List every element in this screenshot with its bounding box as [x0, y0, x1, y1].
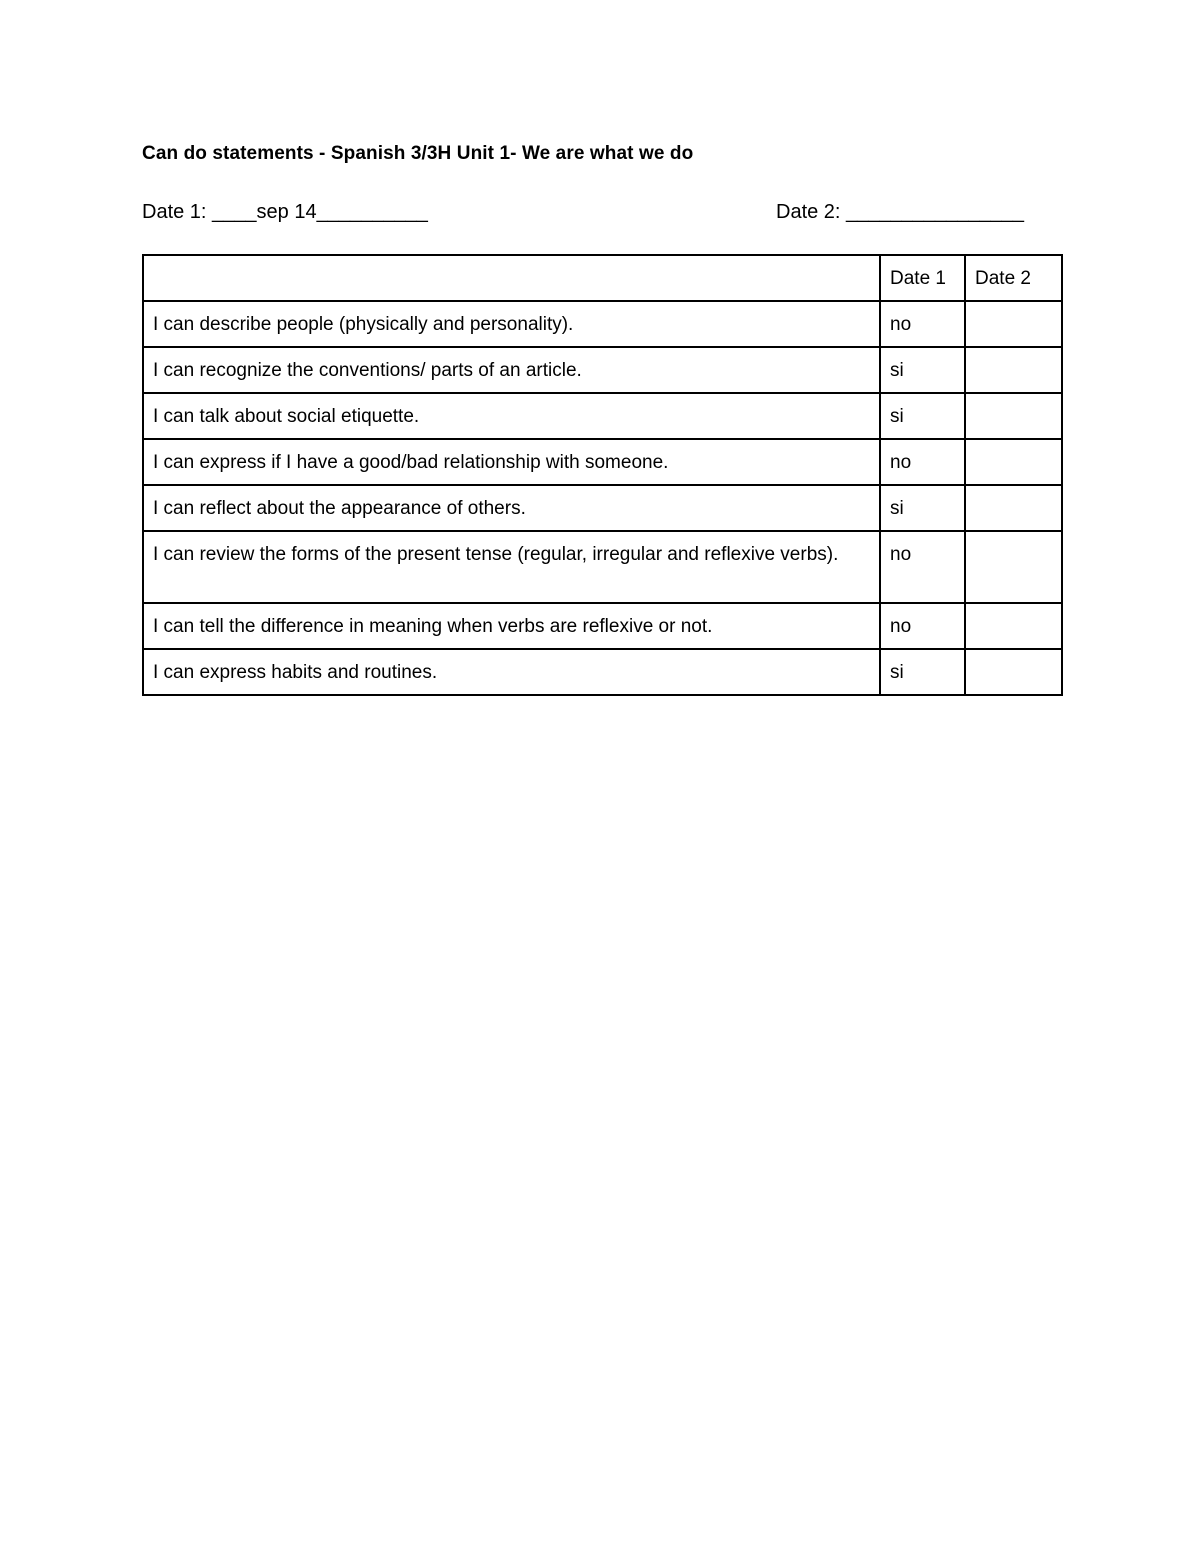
date-2-cell [965, 347, 1062, 393]
statement-cell: I can express if I have a good/bad relationship with someone. [143, 439, 880, 485]
table-row [143, 649, 1062, 695]
date-1-cell: si [880, 393, 965, 439]
date-1-line: Date 1: ____sep 14__________ [142, 201, 428, 223]
date-2-cell [965, 531, 1062, 603]
table-row [143, 347, 1062, 393]
date-1-cell: si [880, 649, 965, 695]
date-2-cell [965, 649, 1062, 695]
table-row [143, 439, 1062, 485]
date-1-cell: no [880, 301, 965, 347]
header-date-2-cell: Date 2 [965, 255, 1062, 301]
statement-cell: I can reflect about the appearance of others. [143, 485, 880, 531]
table-header-row [143, 255, 1062, 301]
page-title: Can do statements - Spanish 3/3H Unit 1- We are what we do [142, 143, 694, 164]
table-row [143, 603, 1062, 649]
statement-cell: I can review the forms of the present tense (regular, irregular and reflexive verbs). [143, 531, 880, 603]
date-2-cell [965, 603, 1062, 649]
statement-cell: I can talk about social etiquette. [143, 393, 880, 439]
header-date-1-cell: Date 1 [880, 255, 965, 301]
table-row [143, 531, 1062, 603]
date-2-cell [965, 393, 1062, 439]
date-2-cell [965, 301, 1062, 347]
table-row [143, 485, 1062, 531]
table-row [143, 301, 1062, 347]
statement-cell: I can describe people (physically and personality). [143, 301, 880, 347]
table-row [143, 393, 1062, 439]
date-1-cell: no [880, 439, 965, 485]
statement-cell: I can recognize the conventions/ parts of an article. [143, 347, 880, 393]
date-1-cell: si [880, 347, 965, 393]
date-2-cell [965, 485, 1062, 531]
statement-cell: I can express habits and routines. [143, 649, 880, 695]
date-1-cell: si [880, 485, 965, 531]
can-do-table [142, 254, 1063, 696]
date-1-cell: no [880, 531, 965, 603]
date-2-line: Date 2: ________________ [776, 201, 1025, 223]
date-2-cell [965, 439, 1062, 485]
statement-cell: I can tell the difference in meaning when verbs are reflexive or not. [143, 603, 880, 649]
header-statement-cell [143, 255, 880, 301]
date-1-cell: no [880, 603, 965, 649]
